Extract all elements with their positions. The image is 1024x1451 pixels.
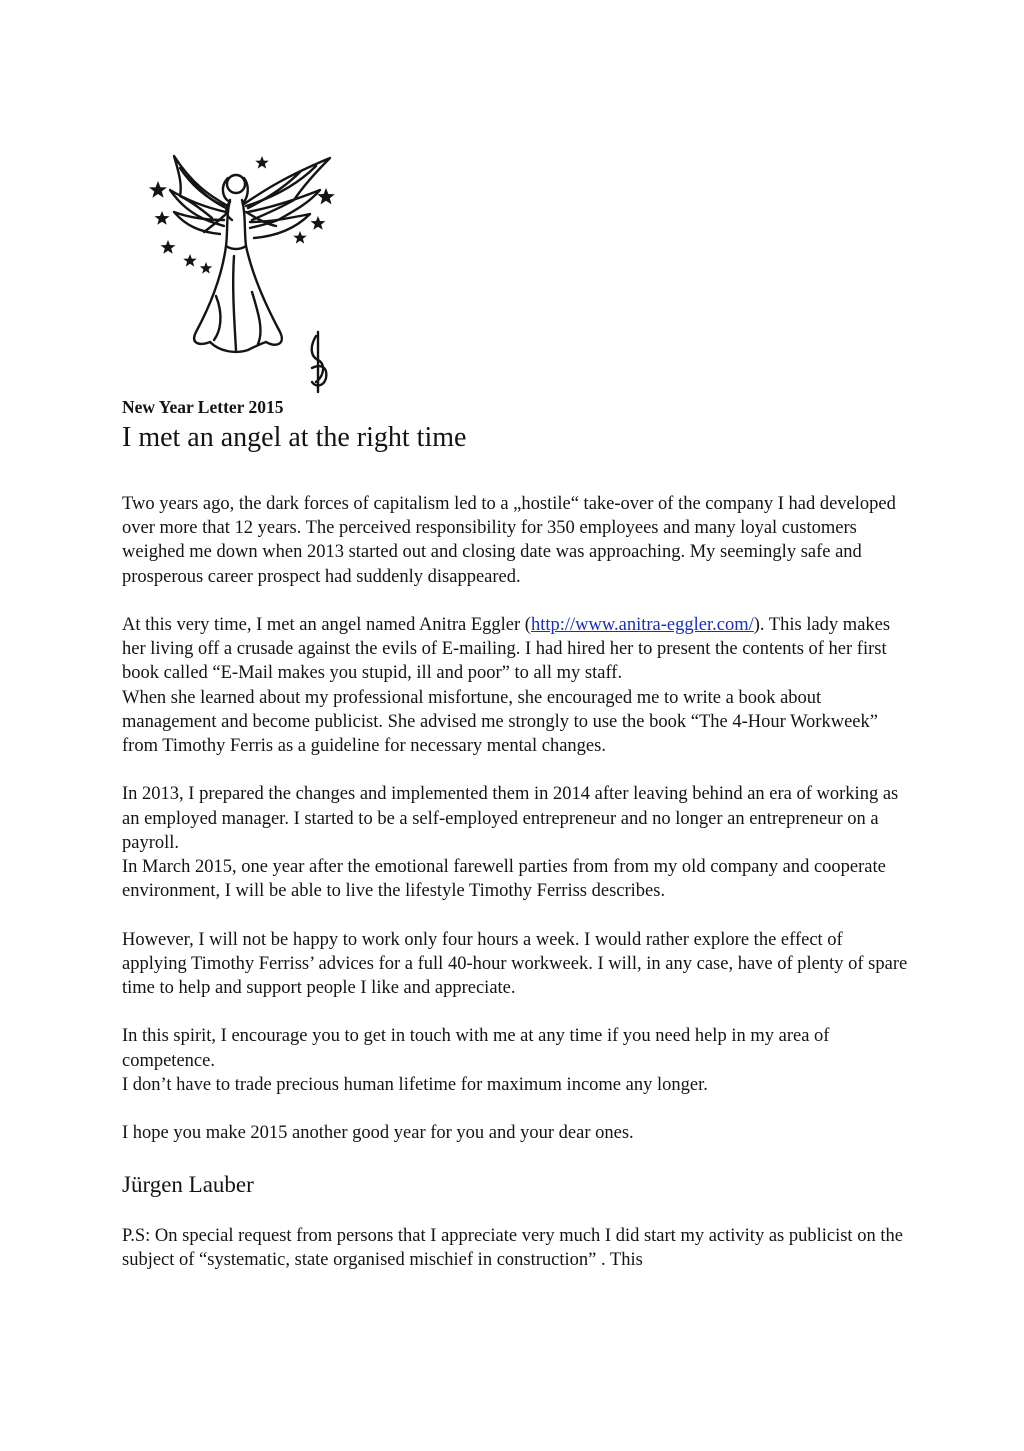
- star-icon: [293, 231, 307, 244]
- letter-subtitle: New Year Letter 2015: [122, 397, 284, 417]
- spacer: [122, 456, 912, 492]
- spacer: [122, 758, 912, 782]
- spacer: [122, 1000, 912, 1024]
- paragraph-1: Two years ago, the dark forces of capitalism led to a „hostile“ take-over of the company I had developed over more that 12 years. The perceived responsibility for 350 employees and many loyal customers weighed me down when 2013 started out and closing date was approaching. My seemingly safe and prosperous career prospect had suddenly disappeared.: [122, 494, 896, 587]
- paragraph-6: However, I will not be happy to work only four hours a week. I would rather explore the effect of applying Timothy Ferriss’ advices for a full 40-hour workweek. I will, in any case, have of plenty of spare time to help and support people I like and appreciate.: [122, 929, 908, 999]
- star-icon: [155, 211, 170, 225]
- spacer: [122, 1200, 912, 1224]
- star-icon: [161, 240, 176, 254]
- star-icon: [149, 181, 167, 198]
- anitra-eggler-link[interactable]: http://www.anitra-eggler.com/: [530, 615, 754, 635]
- paragraph-4: In 2013, I prepared the changes and implemented them in 2014 after leaving behind an era of working as an employed manager. I started to be a self-employed entrepreneur and no longer an entrepreneur on a payroll.: [122, 784, 899, 853]
- paragraph-3: When she learned about my professional misfortune, she encouraged me to write a book about management and become publicist. She advised me strongly to use the book “The 4-Hour Workweek” from Timothy Ferris as a guideline for necessary mental changes.: [122, 687, 878, 757]
- star-icon: [183, 254, 197, 267]
- paragraph-8: I don’t have to trade precious human lifetime for maximum income any longer.: [122, 1074, 708, 1095]
- star-icon: [255, 156, 269, 169]
- spacer: [122, 1145, 912, 1169]
- paragraph-5: In March 2015, one year after the emotional farewell parties from from my old company and cooperate environment, I will be able to live the lifestyle Timothy Ferriss describes.: [122, 857, 886, 902]
- paragraph-9: I hope you make 2015 another good year for you and your dear ones.: [122, 1123, 634, 1144]
- paragraph-2-text-end: ). This lady makes her living off a crusade against the evils of E-mailing. I had hired her to present the contents of her first book called “E-Mail makes you stupid, ill and poor” to all my staff.: [122, 615, 891, 684]
- spacer: [122, 589, 912, 613]
- signature-name: Jürgen Lauber: [122, 1171, 254, 1197]
- paragraph-7: In this spirit, I encourage you to get in touch with me at any time if you need help in my area of competence.: [122, 1026, 830, 1071]
- postscript: P.S: On special request from persons that I appreciate very much I did start my activity as publicist on the subject of “systematic, state organised mischief in construction” . This: [122, 1225, 903, 1270]
- star-icon: [311, 216, 326, 230]
- spacer: [122, 1097, 912, 1121]
- letter-title: I met an angel at the right time: [122, 422, 467, 453]
- spacer: [122, 903, 912, 927]
- angel-logo-icon: [140, 146, 340, 394]
- paragraph-2: [122, 613, 912, 686]
- letter-body: [122, 394, 912, 1272]
- star-icon: [200, 262, 212, 274]
- paragraph-2-text-start: At this very time, I met an angel named Anitra Eggler (: [122, 615, 531, 635]
